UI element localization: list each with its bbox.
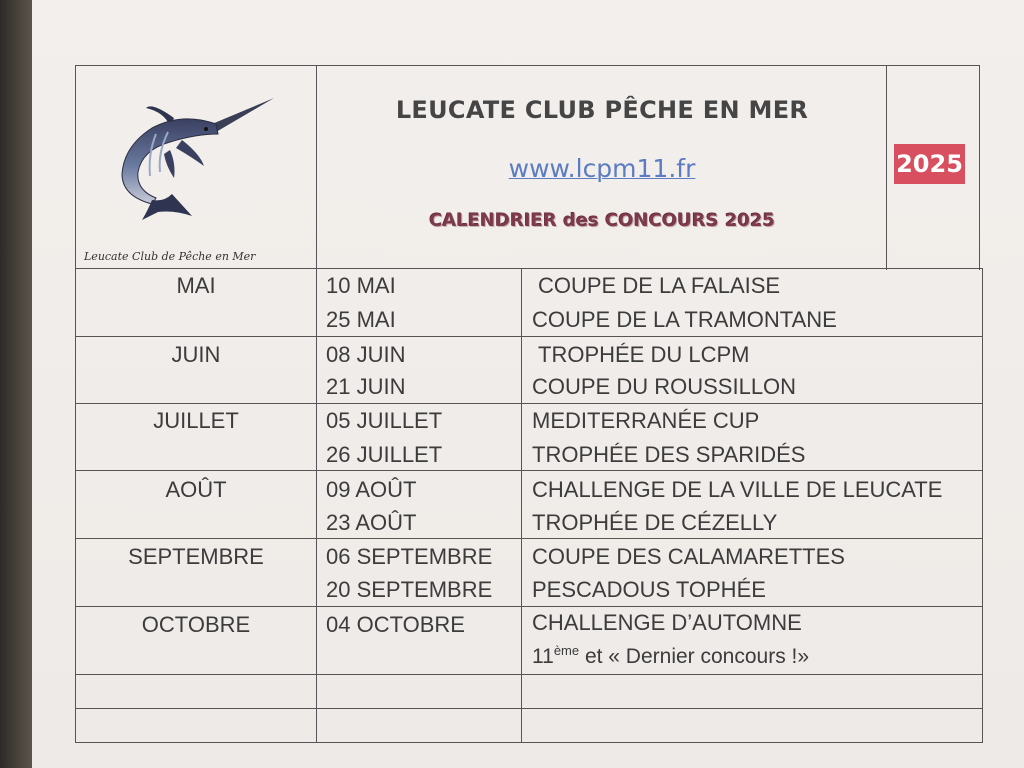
swordfish-icon — [112, 94, 282, 224]
event-cell: CHALLENGE D’AUTOMNE — [532, 610, 802, 635]
page-title: LEUCATE CLUB PÊCHE EN MER — [395, 96, 809, 124]
month-cell: AOÛT — [165, 477, 227, 502]
month-cell: OCTOBRE — [141, 612, 251, 637]
month-cell: JUILLET — [153, 408, 239, 433]
month-cell: SEPTEMBRE — [128, 544, 264, 569]
date-cell: 21 JUIN — [326, 374, 406, 399]
event-cell: TROPHÉE DES SPARIDÉS — [532, 442, 806, 467]
event-cell: COUPE DE LA TRAMONTANE — [532, 307, 837, 332]
last-contest-note — [532, 643, 809, 669]
date-cell: 20 SEPTEMBRE — [326, 577, 493, 602]
month-cell: JUIN — [171, 342, 221, 367]
date-cell: 26 JUILLET — [326, 442, 443, 467]
month-cell: MAI — [176, 273, 216, 298]
event-cell: PESCADOUS TOPHÉE — [532, 577, 766, 602]
website-link[interactable]: www.lcpm11.fr — [508, 154, 696, 183]
date-cell: 23 AOÛT — [326, 510, 417, 535]
event-cell: COUPE DU ROUSSILLON — [532, 374, 797, 399]
note-number: 11 — [532, 645, 554, 668]
date-cell: 08 JUIN — [326, 342, 406, 367]
event-cell: TROPHÉE DE CÉZELLY — [532, 510, 778, 535]
date-cell: 04 OCTOBRE — [326, 612, 465, 637]
event-cell: CHALLENGE DE LA VILLE DE LEUCATE — [532, 477, 943, 502]
event-cell: COUPE DES CALAMARETTES — [532, 544, 845, 569]
note-suffix: ème — [553, 643, 580, 658]
date-cell: 06 SEPTEMBRE — [326, 544, 493, 569]
date-cell: 25 MAI — [326, 307, 396, 332]
date-cell: 09 AOÛT — [326, 477, 417, 502]
date-cell: 05 JUILLET — [326, 408, 443, 433]
club-caption: Leucate Club de Pêche en Mer — [84, 250, 256, 263]
event-cell: MEDITERRANÉE CUP — [532, 408, 760, 433]
event-cell: COUPE DE LA FALAISE — [538, 273, 781, 298]
note-text: et « Dernier concours !» — [579, 645, 810, 668]
background-edge — [0, 0, 32, 768]
event-cell: TROPHÉE DU LCPM — [538, 342, 750, 367]
year-badge: 2025 — [894, 144, 965, 184]
date-cell: 10 MAI — [326, 273, 396, 298]
calendar-subtitle: CALENDRIER des CONCOURS 2025 — [429, 210, 775, 231]
